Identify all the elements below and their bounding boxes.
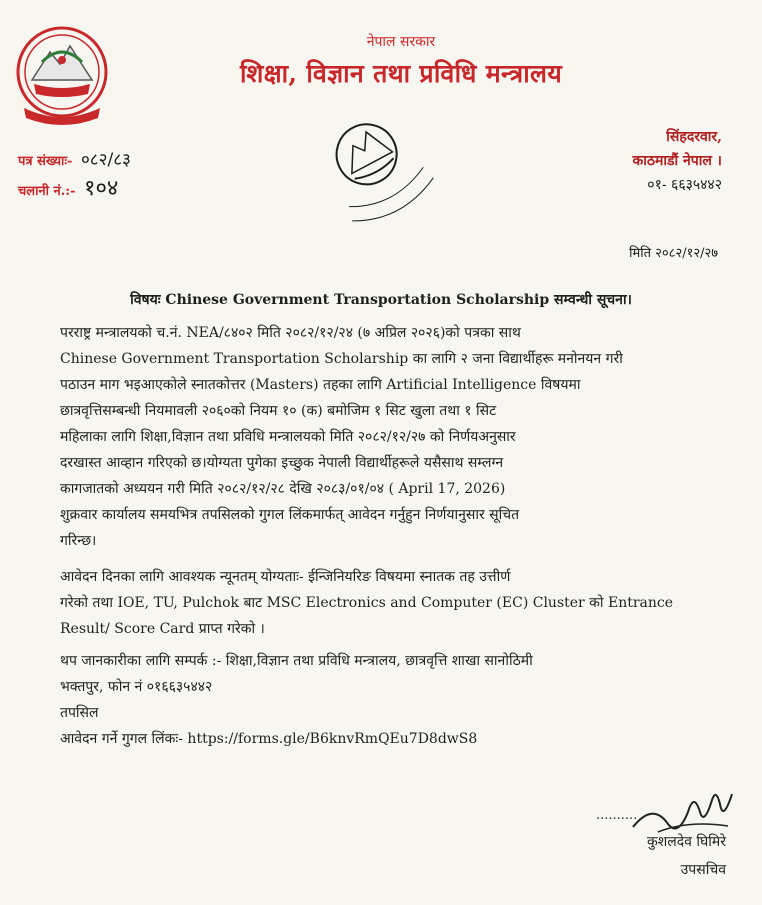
body-line: पठाउन माग भइआएकोले स्नातकोत्तर (Masters) तहका लागि Artificial Intelligence विषयमा: [60, 377, 581, 393]
phone-number: ०१- ६६३५४४२: [647, 177, 722, 193]
signature-dots: ..........: [596, 808, 638, 823]
letter-body: [60, 320, 740, 752]
patra-sankhya-value: ०८२/८३: [80, 150, 131, 170]
ministry-name: शिक्षा, विज्ञान तथा प्रविधि मन्त्रालय: [239, 59, 563, 88]
chalani-row: [18, 172, 131, 201]
signer-title: उपसचिव: [680, 862, 726, 878]
body-line: Result/ Score Card प्राप्त गरेको ।: [60, 621, 265, 637]
body-line: आवेदन दिनका लागि आवश्यक न्यूनतम् योग्यताः- ईन्जिनियरिङ विषयमा स्नातक तह उत्तीर्ण: [60, 569, 511, 585]
letter-date: मिति २०८२/१२/२७: [629, 246, 718, 261]
body-line: परराष्ट्र मन्त्रालयको च.नं. NEA/८४०२ मिति २०८२/१२/२४ (७ अप्रिल २०२६)को पत्रका साथ: [60, 325, 521, 341]
body-line: गरिन्छ।: [60, 533, 97, 549]
address-line-1: सिंहदरवार,: [666, 129, 722, 145]
chalani-value: १०४: [84, 176, 119, 201]
body-line: दरखास्त आव्हान गरिएको छ।योग्यता पुगेका इच्छुक नेपाली विद्यार्थीहरूले यसैसाथ सम्लग्न: [60, 455, 504, 471]
subject-line: विषयः Chinese Government Transportation Scholarship सम्वन्धी सूचना।: [130, 292, 632, 308]
address-block: [632, 127, 722, 199]
reference-block: [18, 147, 131, 201]
body-line: भक्तपुर, फोन नं ०१६६३५४४२: [60, 679, 213, 695]
body-line: शुक्रवार कार्यालय समयभित्र तपसिलको गुगल लिंकमार्फत् आवेदन गर्नुहुन निर्णयानुसार सूचित: [60, 507, 520, 523]
address-line-2: काठमाडौं नेपाल ।: [632, 153, 722, 169]
patra-sankhya-row: [18, 147, 131, 172]
body-line: छात्रवृत्तिसम्बन्धी नियमावली २०६०को नियम १० (क) बमोजिम १ सिट खुला तथा १ सिट: [60, 403, 497, 419]
signer-block: [647, 832, 726, 888]
body-line: थप जानकारीका लागि सम्पर्क :- शिक्षा,विज्ञान तथा प्रविधि मन्त्रालय, छात्रवृत्ति शाखा सानोठिमी: [60, 653, 533, 669]
patra-sankhya-label: पत्र संख्याः-: [18, 154, 73, 169]
body-line: कागजातको अध्ययन गरी मिति २०८२/१२/२८ देखि २०८३/०१/०४ ( April 17, 2026): [60, 481, 506, 497]
body-line: महिलाका लागि शिक्षा,विज्ञान तथा प्रविधि मन्त्रालयको मिति २०८२/१२/२७ को निर्णयअनुसार: [60, 429, 516, 445]
body-line: Chinese Government Transportation Scholarship का लागि २ जना विद्यार्थीहरू मनोनयन गरी: [60, 351, 623, 367]
paragraph-2: [60, 564, 740, 642]
signer-name: कुशलदेव घिमिरे: [646, 834, 726, 850]
paragraph-3: [60, 648, 740, 700]
ministry-stamp-icon: [296, 112, 456, 232]
chalani-label: चलानी नं.:-: [18, 184, 76, 199]
tapasil-heading: तपसिल: [60, 705, 99, 721]
paragraph-1: [60, 320, 740, 554]
google-form-link[interactable]: आवेदन गर्ने गुगल लिंकः- https://forms.gle/B6knvRmQEu7D8dwS8: [60, 731, 478, 747]
body-line: गरेको तथा IOE, TU, Pulchok बाट MSC Electronics and Computer (EC) Cluster को Entrance: [60, 595, 674, 611]
government-name: नेपाल सरकार: [366, 34, 436, 50]
